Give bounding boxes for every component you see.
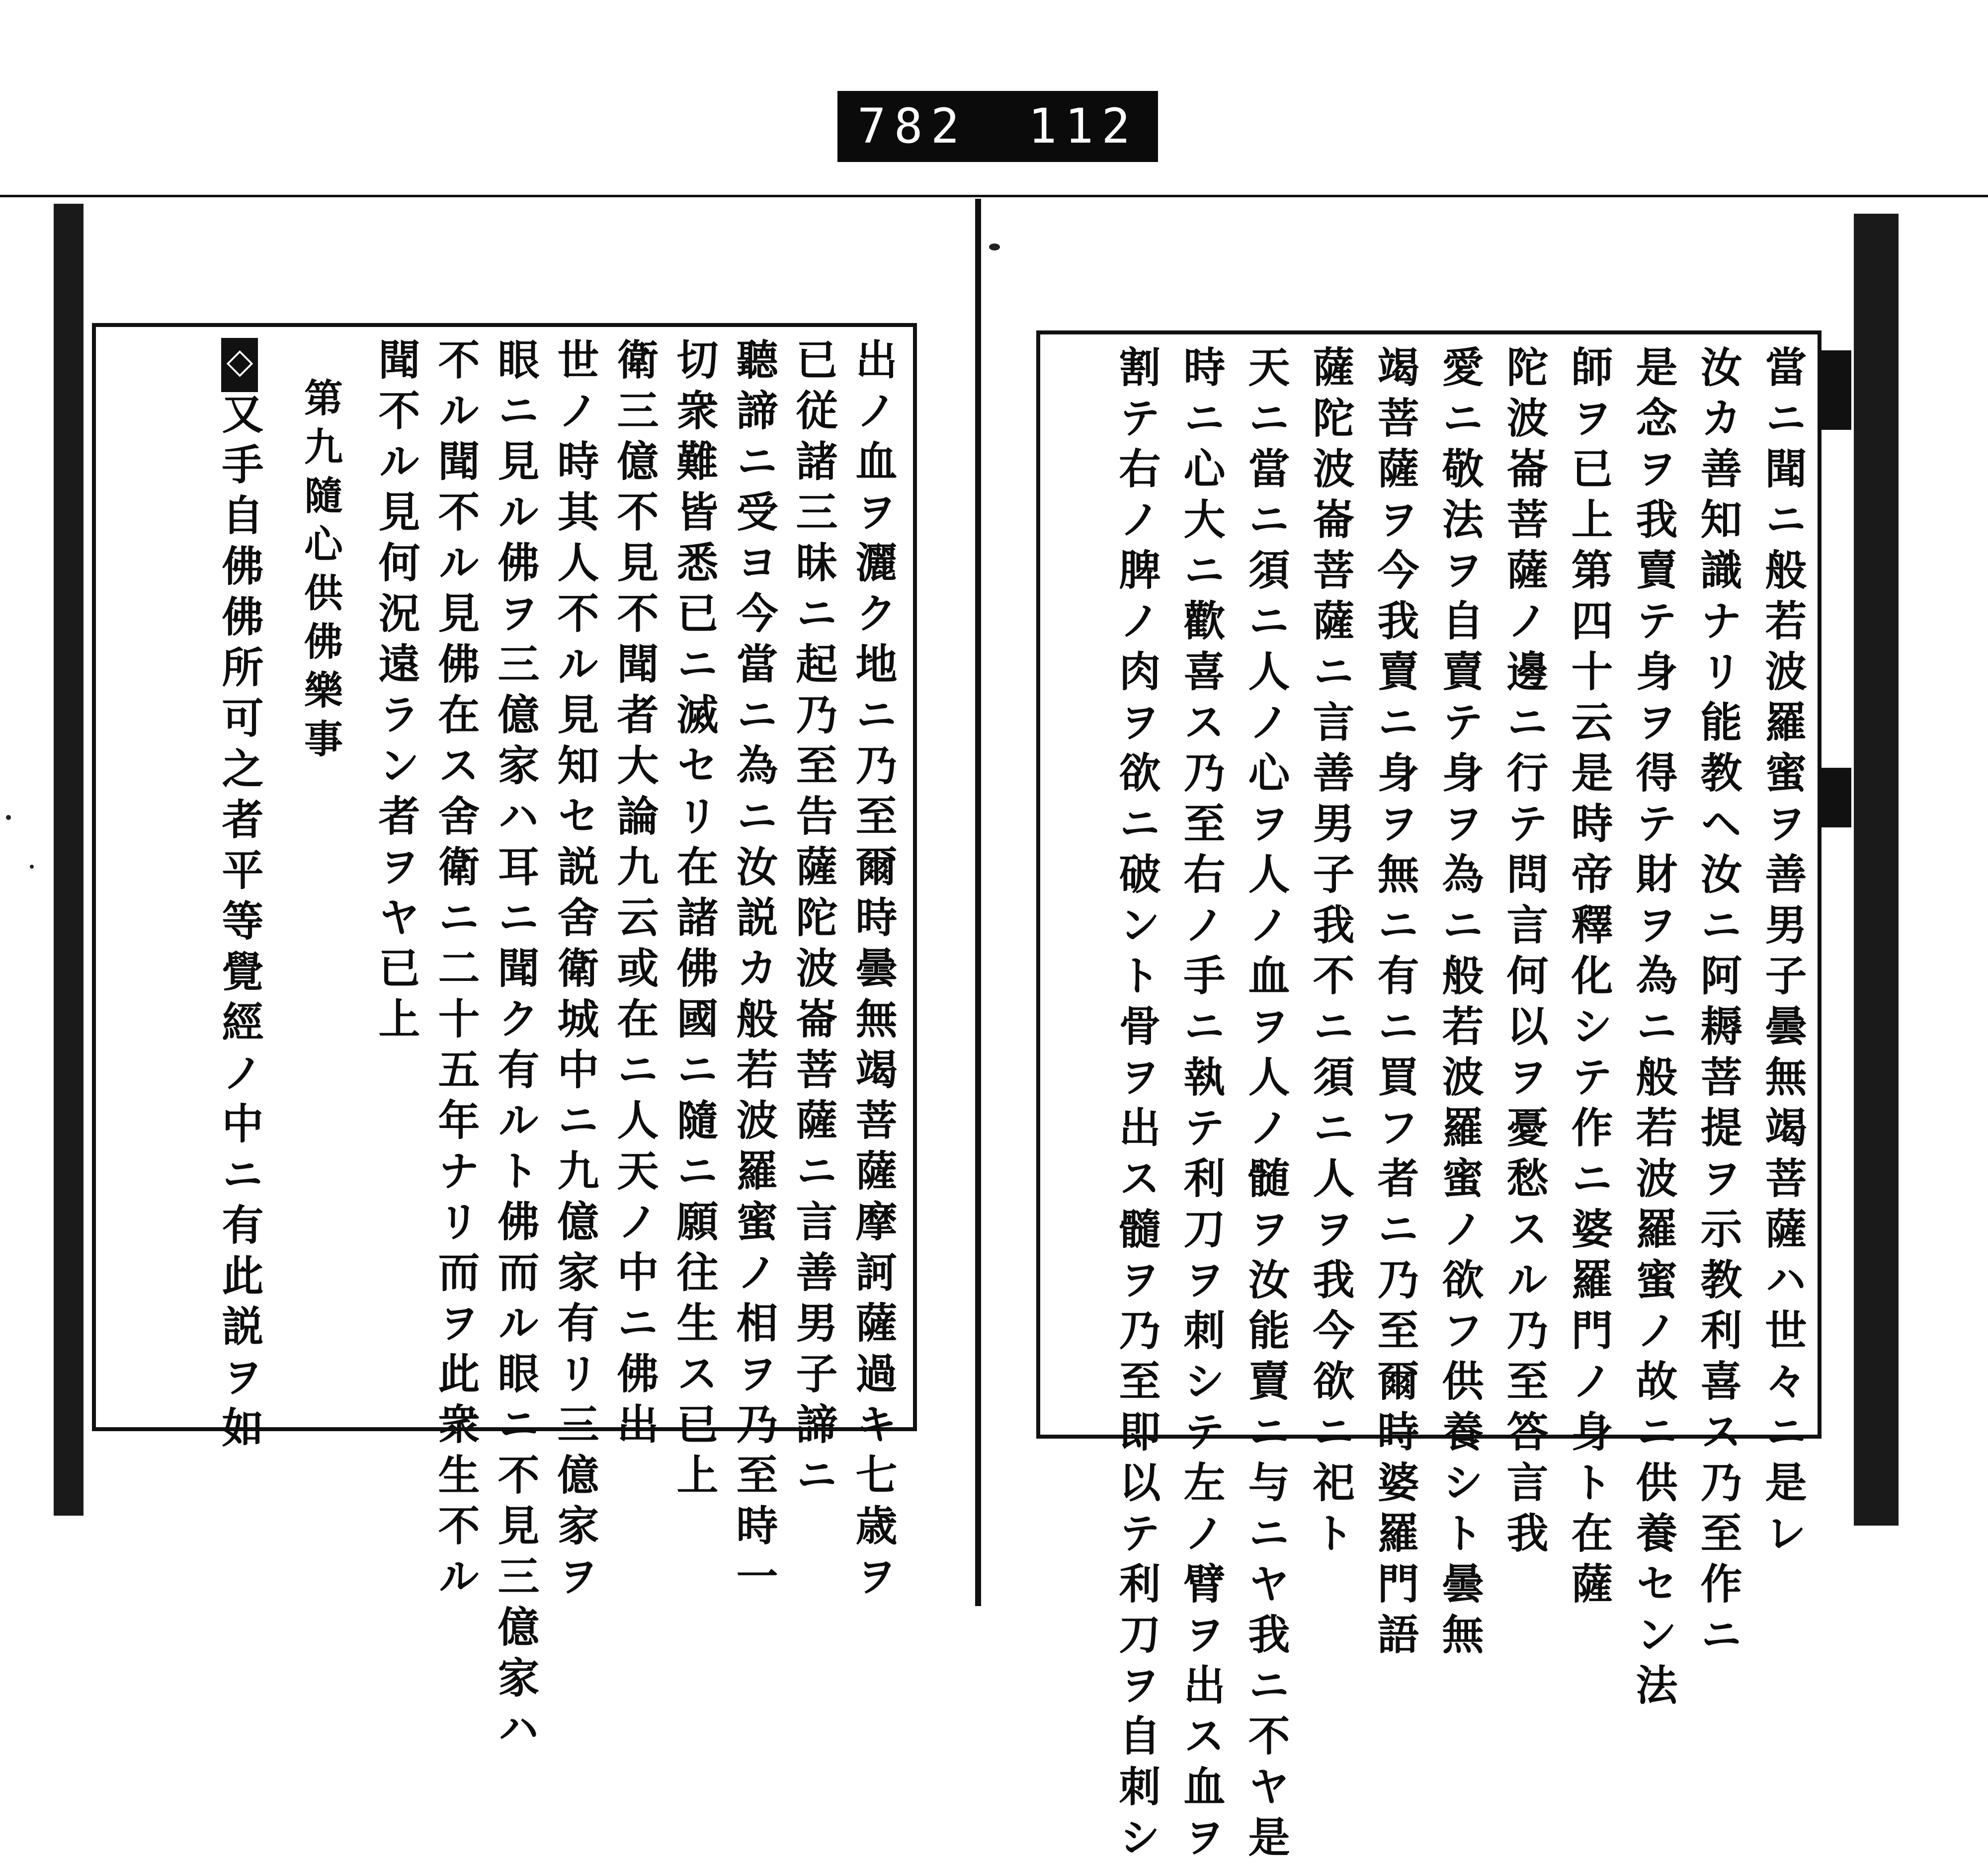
right-column-9: 天ニ當ニ須ニ人ノ心ヲ人ノ血ヲ人ノ髄ヲ汝能賣ニ与ニヤ我ニ不ヤ是 <box>1242 345 1291 1866</box>
left-column-5: 衛三億不見不聞者大論九云或在ニ人天ノ中ニ佛出 <box>610 338 660 1453</box>
left-column-8: 不ル聞不ル見佛在ス舍衛ニ二十五年ナリ而ヲ此衆生不ル <box>431 338 481 1605</box>
left-column-2: 已従諸三昧ニ起乃至告薩陀波崙菩薩ニ言善男子諦ニ <box>789 338 838 1504</box>
call-number-label <box>837 91 1158 162</box>
right-column-7: 竭菩薩ヲ今我賣ニ身ヲ無ニ有ニ買フ者ニ乃至爾時婆羅門語 <box>1371 345 1420 1663</box>
left-column-6: 世ノ時其人不ル見知セ説舍衛城中ニ九億家有リ三億家ヲ <box>551 338 600 1605</box>
right-page-edge-block <box>1822 350 1851 430</box>
left-last-column <box>215 338 264 1457</box>
left-column-4: 切衆難皆悉已ニ滅セリ在諸佛國ニ隨ニ願往生ス已上 <box>670 338 719 1504</box>
right-column-6: 愛ニ敬法ヲ自賣テ身ヲ為ニ般若波羅蜜ノ欲フ供養シト曇無 <box>1435 345 1485 1663</box>
call-number-left: 782 <box>857 98 968 154</box>
scan-speck <box>30 865 34 869</box>
right-column-10: 時ニ心大ニ歡喜ス乃至右ノ手ニ執テ利刀ヲ刺シテ左ノ臂ヲ出ス血ヲ <box>1177 345 1226 1866</box>
left-column-3: 聽諦ニ受ヨ今當ニ為ニ汝説カ般若波羅蜜ノ相ヲ乃至時一 <box>730 338 779 1605</box>
right-column-11: 割テ右ノ脾ノ肉ヲ欲ニ破ント骨ヲ出ス髓ヲ乃至即以テ利刀ヲ自刺シ <box>1112 345 1161 1866</box>
right-book-edge <box>1854 214 1899 1526</box>
left-column-7: 眼ニ見ル佛ヲ三億家ハ耳ニ聞ク有ルト佛而ル眼ニ不見三億家ハ <box>491 338 540 1757</box>
call-number-right: 112 <box>1028 98 1138 154</box>
left-column-9: 聞不ル見何況遠ラン者ヲヤ已上 <box>372 338 421 1048</box>
right-column-1: 當ニ聞ニ般若波羅蜜ヲ善男子曇無竭菩薩ハ世々ニ是レ <box>1758 345 1808 1562</box>
scan-top-rule <box>0 195 1988 197</box>
right-column-3: 是念ヲ我賣テ身ヲ得テ財ヲ為ニ般若波羅蜜ノ故ニ供養セン法 <box>1629 345 1678 1714</box>
section-marker-icon: ◇ <box>221 338 258 392</box>
section-heading: 第九隨心供佛樂事 <box>298 378 343 767</box>
right-page <box>1036 330 1846 1866</box>
left-page <box>92 323 917 1757</box>
left-book-edge <box>54 204 83 1516</box>
right-column-2: 汝カ善知識ナリ能教ヘ汝ニ阿耨菩提ヲ示教利喜ス乃至作ニ <box>1694 345 1743 1663</box>
book-spine <box>975 199 981 1606</box>
scan-speck <box>6 815 11 820</box>
right-page-edge-block-2 <box>1822 768 1851 827</box>
right-column-5: 陀波崙菩薩ノ邊ニ行テ問言何以ヲ憂愁スル乃至答言我 <box>1500 345 1549 1562</box>
right-column-4: 師ヲ已上第四十云是時帝釋化シテ作ニ婆羅門ノ身ト在薩 <box>1565 345 1614 1613</box>
right-column-8: 薩陀波崙菩薩ニ言善男子我不ニ須ニ人ヲ我今欲ニ祀ト <box>1306 345 1355 1562</box>
left-column-1: 出ノ血ヲ灑ク地ニ乃至爾時曇無竭菩薩摩訶薩過キ七歳ヲ <box>849 338 898 1605</box>
scan-speck <box>989 243 1000 250</box>
left-last-column-text: 又手自佛佛所可之者平等覺經ノ中ニ有此説ヲ如 <box>215 392 264 1457</box>
